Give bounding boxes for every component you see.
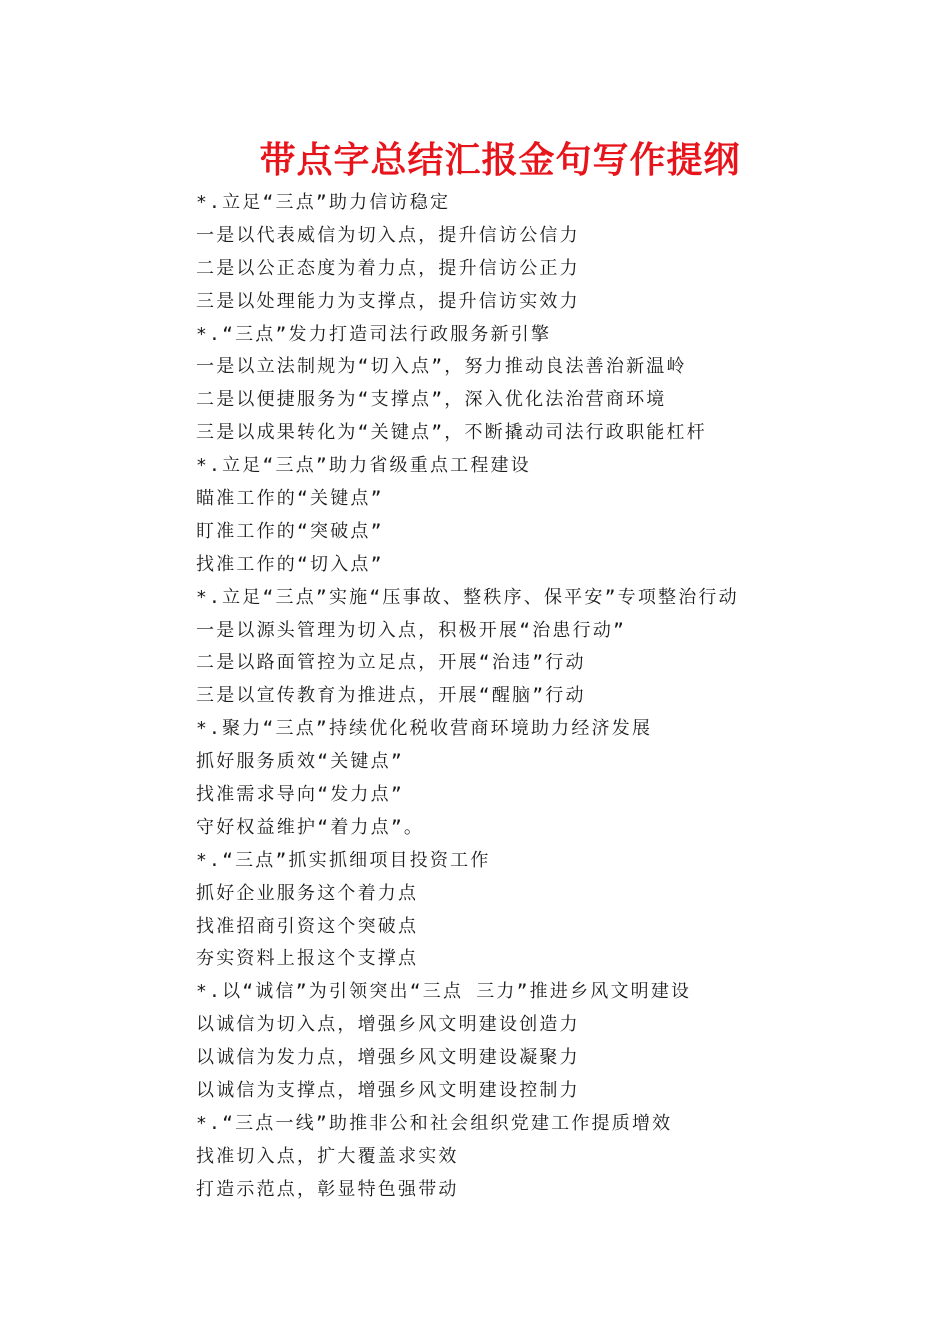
outline-line: 以诚信为发力点，增强乡风文明建设凝聚力: [196, 1047, 580, 1069]
outline-line: 找准工作的“切入点”: [196, 553, 384, 575]
outline-line: 打造示范点，彰显特色强带动: [196, 1178, 459, 1200]
outline-line: 找准需求导向“发力点”: [196, 784, 404, 806]
outline-line: 瞄准工作的“关键点”: [196, 488, 384, 510]
outline-line: 三是以处理能力为支撑点，提升信访实效力: [196, 290, 580, 312]
outline-line: 二是以便捷服务为“支撑点”，深入优化法治营商环境: [196, 389, 667, 411]
outline-line: 守好权益维护“着力点”。: [196, 816, 425, 838]
outline-line: *.立足“三点”助力省级重点工程建设: [196, 455, 531, 477]
outline-line: 抓好企业服务这个着力点: [196, 882, 419, 904]
outline-line: 一是以立法制规为“切入点”，努力推动良法善治新温岭: [196, 356, 687, 378]
outline-line: 二是以路面管控为立足点，开展“治违”行动: [196, 652, 586, 674]
outline-line: *.立足“三点”实施“压事故、整秩序、保平安”专项整治行动: [196, 586, 739, 608]
outline-line: *.聚力“三点”持续优化税收营商环境助力经济发展: [196, 718, 653, 740]
outline-line: 以诚信为支撑点，增强乡风文明建设控制力: [196, 1080, 580, 1102]
outline-line: 盯准工作的“突破点”: [196, 520, 384, 542]
outline-line: 一是以源头管理为切入点，积极开展“治患行动”: [196, 619, 627, 641]
outline-line: 找准切入点，扩大覆盖求实效: [196, 1145, 459, 1167]
outline-line: *.“三点一线”助推非公和社会组织党建工作提质增效: [196, 1112, 673, 1134]
outline-line: 夯实资料上报这个支撑点: [196, 948, 419, 970]
document-title: 带点字总结汇报金句写作提纲: [259, 139, 741, 181]
outline-line: 以诚信为切入点，增强乡风文明建设创造力: [196, 1014, 580, 1036]
outline-line: 三是以成果转化为“关键点”，不断撬动司法行政职能杠杆: [196, 422, 707, 444]
outline-line: 找准招商引资这个突破点: [196, 915, 419, 937]
outline-line: *.“三点”发力打造司法行政服务新引擎: [196, 323, 552, 345]
outline-line: 一是以代表威信为切入点，提升信访公信力: [196, 224, 580, 246]
outline-line: 抓好服务质效“关键点”: [196, 751, 404, 773]
outline-line: *.立足“三点”助力信访稳定: [196, 192, 451, 213]
outline-line: 三是以宣传教育为推进点，开展“醒脑”行动: [196, 685, 586, 707]
outline-line: 二是以公正态度为着力点，提升信访公正力: [196, 257, 580, 279]
outline-list: [196, 187, 916, 1207]
outline-line: *.以“诚信”为引领突出“三点 三力”推进乡风文明建设: [196, 981, 692, 1003]
outline-line: *.“三点”抓实抓细项目投资工作: [196, 849, 491, 871]
